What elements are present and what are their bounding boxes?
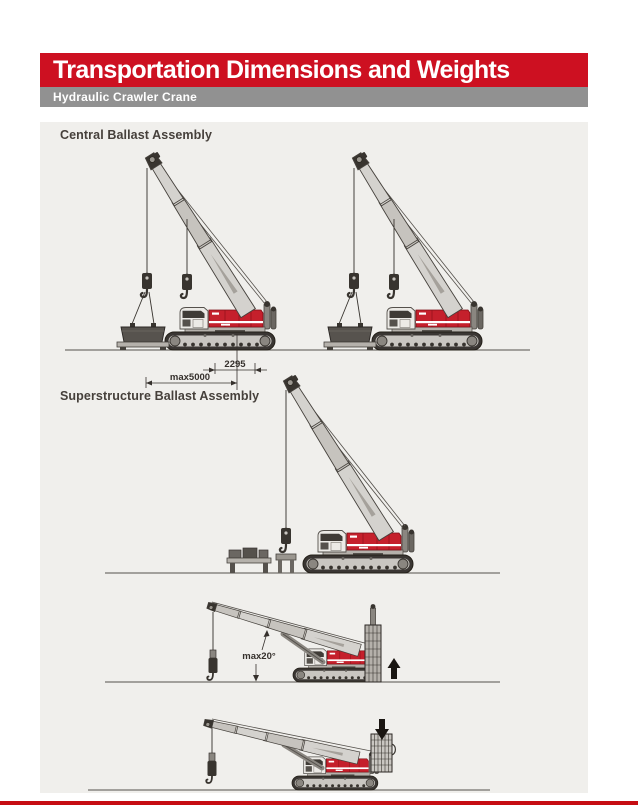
ballast-stack-mounted	[371, 734, 395, 772]
hook-pedestal	[276, 554, 296, 573]
page-title: Transportation Dimensions and Weights	[53, 55, 510, 84]
crane-diagram-central-2	[324, 151, 483, 350]
track-width-dimension-label: 2295	[224, 359, 246, 370]
up-arrow-icon	[388, 658, 401, 679]
content-panel	[40, 122, 588, 793]
section-heading-superstructure-ballast: Superstructure Ballast Assembly	[60, 389, 260, 403]
crane-diagram-superstructure-1	[105, 374, 500, 573]
max-radius-dimension-label: max5000	[169, 372, 211, 383]
page-subtitle: Hydraulic Crawler Crane	[53, 90, 197, 104]
bottom-rule	[0, 801, 638, 805]
central-ballast-diagrams	[65, 151, 530, 390]
page-title-bar	[40, 53, 588, 87]
ballast-stack-standing	[365, 604, 381, 682]
page-subtitle-bar	[40, 87, 588, 107]
crane-diagram-central-1	[117, 151, 276, 350]
crane-diagram-superstructure-3	[88, 716, 490, 790]
ballast-bench	[227, 548, 271, 573]
crane-diagrams-canvas	[40, 122, 588, 793]
section-heading-central-ballast: Central Ballast Assembly	[60, 128, 212, 142]
max-angle-label: max20°	[242, 651, 276, 662]
crane-diagram-superstructure-2	[105, 599, 500, 682]
